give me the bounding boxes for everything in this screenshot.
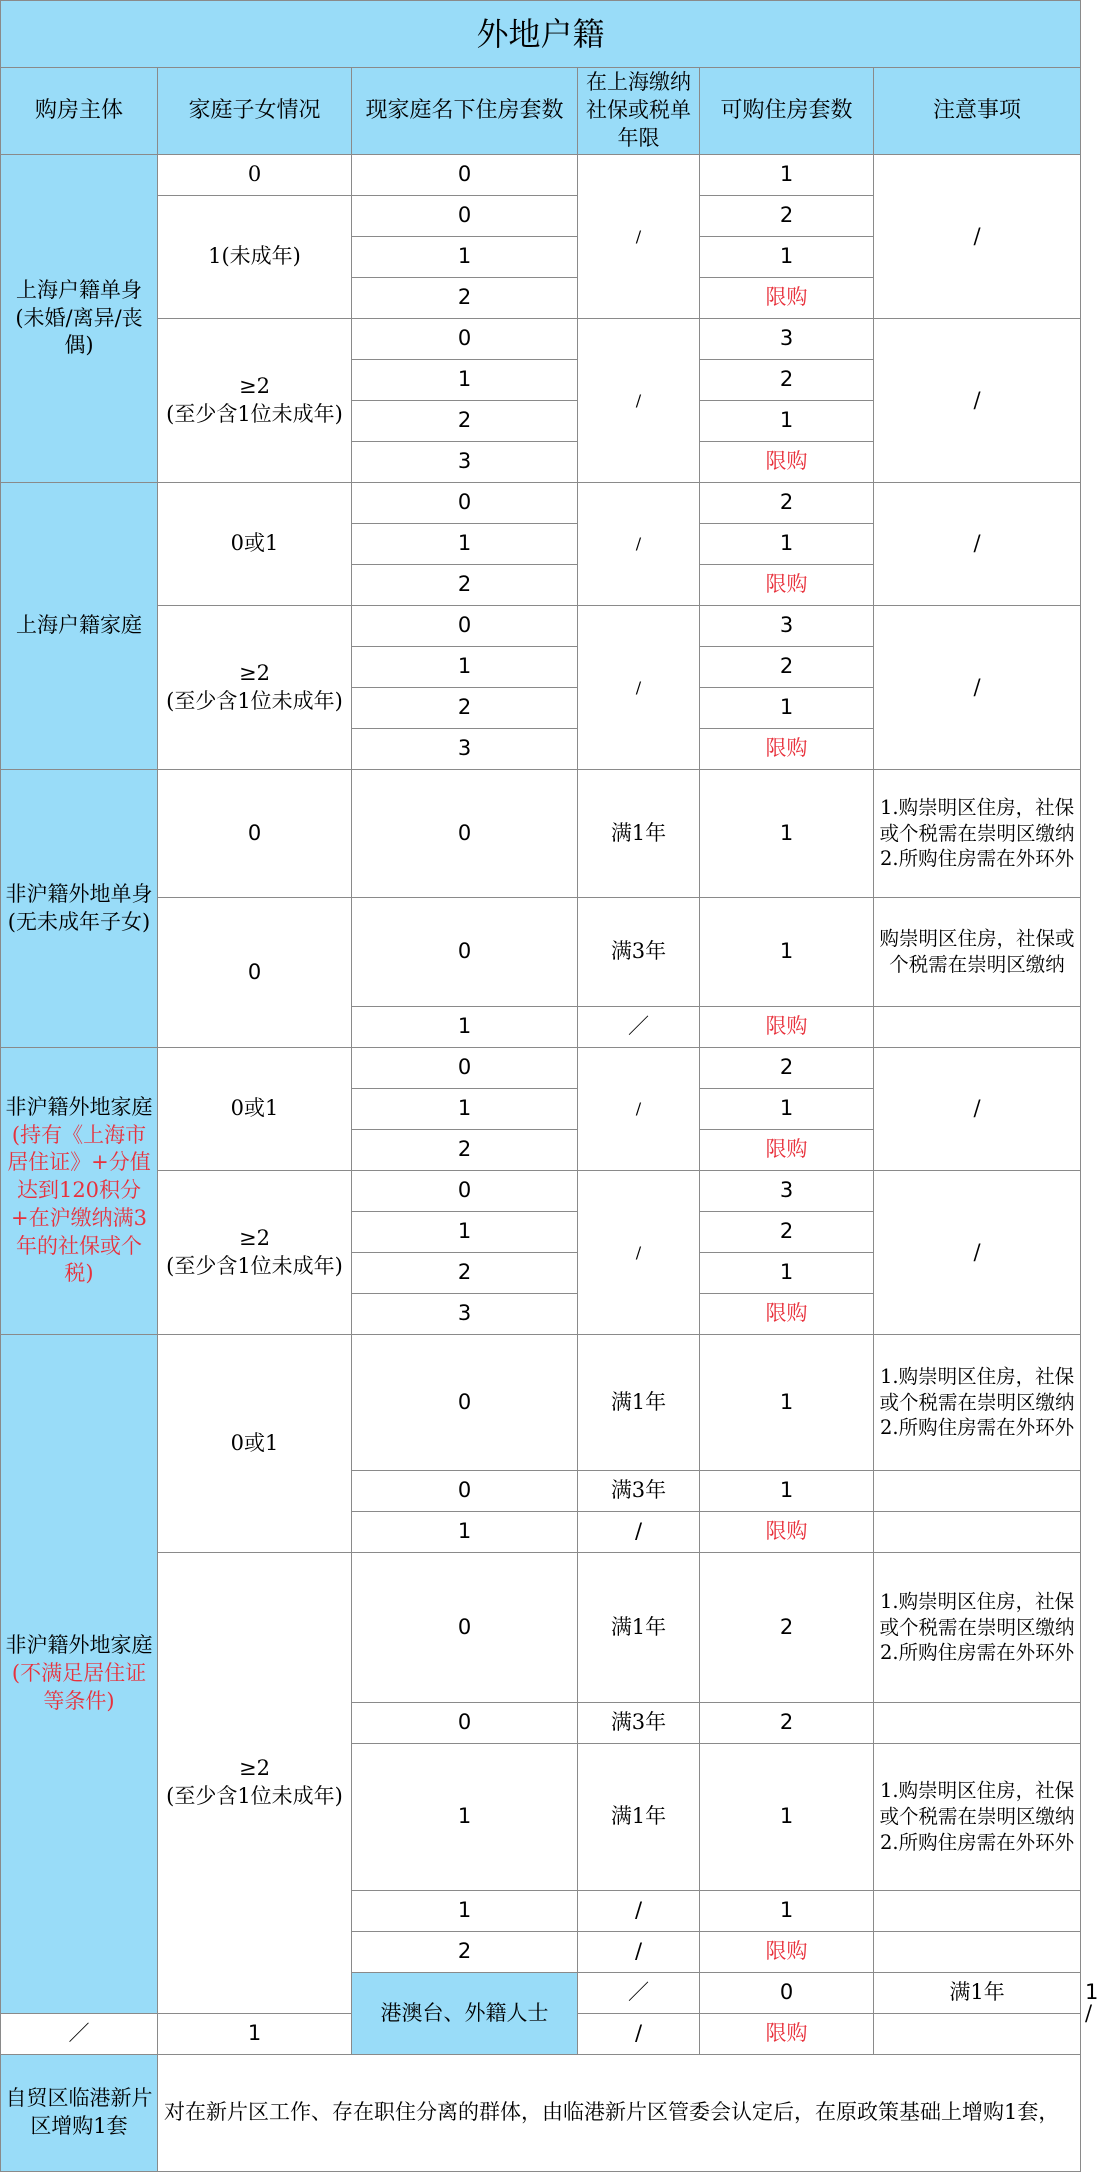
table-cell: 0 (352, 1553, 578, 1703)
table-cell: 2 (352, 565, 578, 606)
limit-label: 限购 (700, 2014, 874, 2055)
table-cell: / (578, 1171, 700, 1335)
note-cell: 1.购崇明区住房，社保或个税需在崇明区缴纳 2.所购住房需在外环外 (874, 770, 1081, 898)
table-cell: 2 (700, 647, 874, 688)
table-cell: / (578, 1512, 700, 1553)
table-cell: 1 (700, 155, 874, 196)
table-cell: 2 (352, 1932, 578, 1973)
table-cell: 1 (700, 401, 874, 442)
table-cell: 2 (700, 360, 874, 401)
table-cell: 0 (352, 319, 578, 360)
table-cell: 1 (700, 1089, 874, 1130)
table-row: 港澳台、外籍人士 ／ 0 满1年 1 / (1, 1973, 1081, 2014)
note-cell: 1.购崇明区住房，社保或个税需在崇明区缴纳 2.所购住房需在外环外 (874, 1744, 1081, 1891)
header-cell: 现家庭名下住房套数 (352, 68, 578, 155)
limit-label: 限购 (700, 442, 874, 483)
table-row (1, 1553, 1081, 1703)
limit-label: 限购 (700, 1007, 874, 1048)
header-cell: 家庭子女情况 (158, 68, 352, 155)
table-cell: / (874, 483, 1081, 606)
table-cell: 0 (352, 196, 578, 237)
table-cell: 0 (158, 770, 352, 898)
table-cell: 2 (352, 1253, 578, 1294)
table-cell: 1 (352, 1744, 578, 1891)
table-row (1, 155, 1081, 196)
table-row (1, 2055, 1081, 2172)
table-cell: 0 (352, 1171, 578, 1212)
table-cell: / (578, 606, 700, 770)
note-cell: 1.购崇明区住房，社保或个税需在崇明区缴纳 2.所购住房需在外环外 (874, 1553, 1081, 1703)
table-cell: ／ (578, 1007, 700, 1048)
table-cell (874, 1471, 1081, 1512)
table-cell: 1 (352, 1891, 578, 1932)
table-cell (874, 1007, 1081, 1048)
table-title: 外地户籍 (1, 1, 1081, 68)
header-cell: 注意事项 (874, 68, 1081, 155)
table-cell (874, 1703, 1081, 1744)
table-cell: 2 (700, 483, 874, 524)
table-cell: / (874, 606, 1081, 770)
table-cell: 1 (352, 1007, 578, 1048)
limit-label: 限购 (700, 1512, 874, 1553)
limit-label: 限购 (700, 1294, 874, 1335)
table-cell: 0 (700, 1973, 874, 2014)
table-row (1, 1171, 1081, 1212)
table-cell: 2 (700, 1553, 874, 1703)
header-cell: 可购住房套数 (700, 68, 874, 155)
table-cell: 0或1 (158, 483, 352, 606)
table-cell: 1 (700, 898, 874, 1007)
table-cell: 满3年 (578, 1471, 700, 1512)
table-row (1, 606, 1081, 647)
header-cell: 在上海缴纳社保或税单年限 (578, 68, 700, 155)
table-cell: 3 (700, 319, 874, 360)
subject-cell: 非沪籍外地家庭 (不满足居住证等条件) (1, 1335, 158, 2014)
ftz-description: 对在新片区工作、存在职住分离的群体，由临港新片区管委会认定后，在原政策基础上增购1套， (158, 2055, 1081, 2172)
table-cell: 3 (700, 1171, 874, 1212)
table-cell: 3 (700, 606, 874, 647)
table-cell: 1 (700, 1471, 874, 1512)
table-cell: 1 (700, 1891, 874, 1932)
table-cell: 2 (700, 1703, 874, 1744)
table-cell: 2 (700, 1048, 874, 1089)
table-cell: 1 (158, 2014, 352, 2055)
limit-label: 限购 (700, 729, 874, 770)
table-cell: 0 (352, 898, 578, 1007)
table-cell: 3 (352, 1294, 578, 1335)
table-cell: 2 (700, 1212, 874, 1253)
table-cell: 1 (352, 360, 578, 401)
subject-cell: 上海户籍单身 (未婚/离异/丧偶) (1, 155, 158, 483)
table-cell: / (578, 1048, 700, 1171)
table-cell: 满1年 (578, 1553, 700, 1703)
table-cell: ≥2 (至少含1位未成年) (158, 319, 352, 483)
limit-label: 限购 (700, 565, 874, 606)
table-cell: ≥2 (至少含1位未成年) (158, 1171, 352, 1335)
table-cell: 满1年 (578, 770, 700, 898)
table-cell: 0 (158, 898, 352, 1048)
table-cell: 1 (700, 1744, 874, 1891)
subject-cell: 上海户籍家庭 (1, 483, 158, 770)
table-cell: / (874, 319, 1081, 483)
table-cell: 满3年 (578, 1703, 700, 1744)
header-row (1, 68, 1081, 155)
table-cell: / (578, 2014, 700, 2055)
table-cell: / (578, 1891, 700, 1932)
table-cell: 0 (352, 483, 578, 524)
table-row (1, 898, 1081, 1007)
note-cell: 1.购崇明区住房，社保或个税需在崇明区缴纳 2.所购住房需在外环外 (874, 1335, 1081, 1471)
table-cell: 0或1 (158, 1335, 352, 1553)
table-row (1, 1335, 1081, 1471)
table-cell: 0 (352, 606, 578, 647)
table-cell: 0 (352, 770, 578, 898)
table-cell: 满3年 (578, 898, 700, 1007)
table-row (1, 1048, 1081, 1089)
table-cell: 2 (352, 401, 578, 442)
table-cell: 1(未成年) (158, 196, 352, 319)
table-cell: / (578, 483, 700, 606)
table-cell: 2 (352, 1130, 578, 1171)
table-cell: 2 (700, 196, 874, 237)
table-cell: ／ (578, 1973, 700, 2014)
table-cell: 0 (352, 155, 578, 196)
subject-cell: 港澳台、外籍人士 (352, 1973, 578, 2055)
table-cell: 1 (352, 647, 578, 688)
table-cell: / (874, 1171, 1081, 1335)
table-cell: 2 (352, 688, 578, 729)
table-cell: / (578, 319, 700, 483)
table-cell: 0 (352, 1048, 578, 1089)
subject-cell: 非沪籍外地家庭 (持有《上海市居住证》+分值达到120积分+在沪缴纳满3年的社保或个税) (1, 1048, 158, 1335)
limit-label: 限购 (700, 278, 874, 319)
table-cell: 1 (700, 1335, 874, 1471)
table-cell: 满1年 (578, 1335, 700, 1471)
table-cell: 0 (158, 155, 352, 196)
header-cell: 购房主体 (1, 68, 158, 155)
table-cell: 1 (352, 237, 578, 278)
table-cell: 2 (352, 278, 578, 319)
subject-cell: 自贸区临港新片区增购1套 (1, 2055, 158, 2172)
table-cell: 1 (700, 1253, 874, 1294)
table-cell: ≥2 (至少含1位未成年) (158, 606, 352, 770)
table-cell: ／ (1, 2014, 158, 2055)
table-cell: ≥2 (至少含1位未成年) (158, 1553, 352, 2014)
table-cell: 1 (352, 1512, 578, 1553)
table-row (1, 770, 1081, 898)
table-cell: 1 (700, 524, 874, 565)
limit-label: 限购 (700, 1130, 874, 1171)
table-cell: / (578, 155, 700, 319)
table-cell: / (578, 1932, 700, 1973)
table-cell: 1 (700, 237, 874, 278)
table-cell: 满1年 (578, 1744, 700, 1891)
table-cell: / (874, 155, 1081, 319)
table-cell: 1 (352, 1212, 578, 1253)
table-row (1, 483, 1081, 524)
table-cell (874, 1891, 1081, 1932)
table-cell: 1 (352, 1089, 578, 1130)
table-cell: 3 (352, 442, 578, 483)
table-cell: 1 (352, 524, 578, 565)
limit-label: 限购 (700, 1932, 874, 1973)
table-cell (874, 1512, 1081, 1553)
table-cell: 1 (700, 688, 874, 729)
table-cell: 满1年 (874, 1973, 1081, 2014)
table-cell (874, 1932, 1081, 1973)
table-cell: / (874, 1048, 1081, 1171)
table-cell: 1 (700, 770, 874, 898)
subject-cell: 非沪籍外地单身 (无未成年子女) (1, 770, 158, 1048)
table-cell: 0或1 (158, 1048, 352, 1171)
table-cell: 3 (352, 729, 578, 770)
table-row (1, 319, 1081, 360)
note-cell: 购崇明区住房，社保或个税需在崇明区缴纳 (874, 898, 1081, 1007)
table-cell: 0 (352, 1703, 578, 1744)
table-cell: 0 (352, 1335, 578, 1471)
table-cell: 0 (352, 1471, 578, 1512)
